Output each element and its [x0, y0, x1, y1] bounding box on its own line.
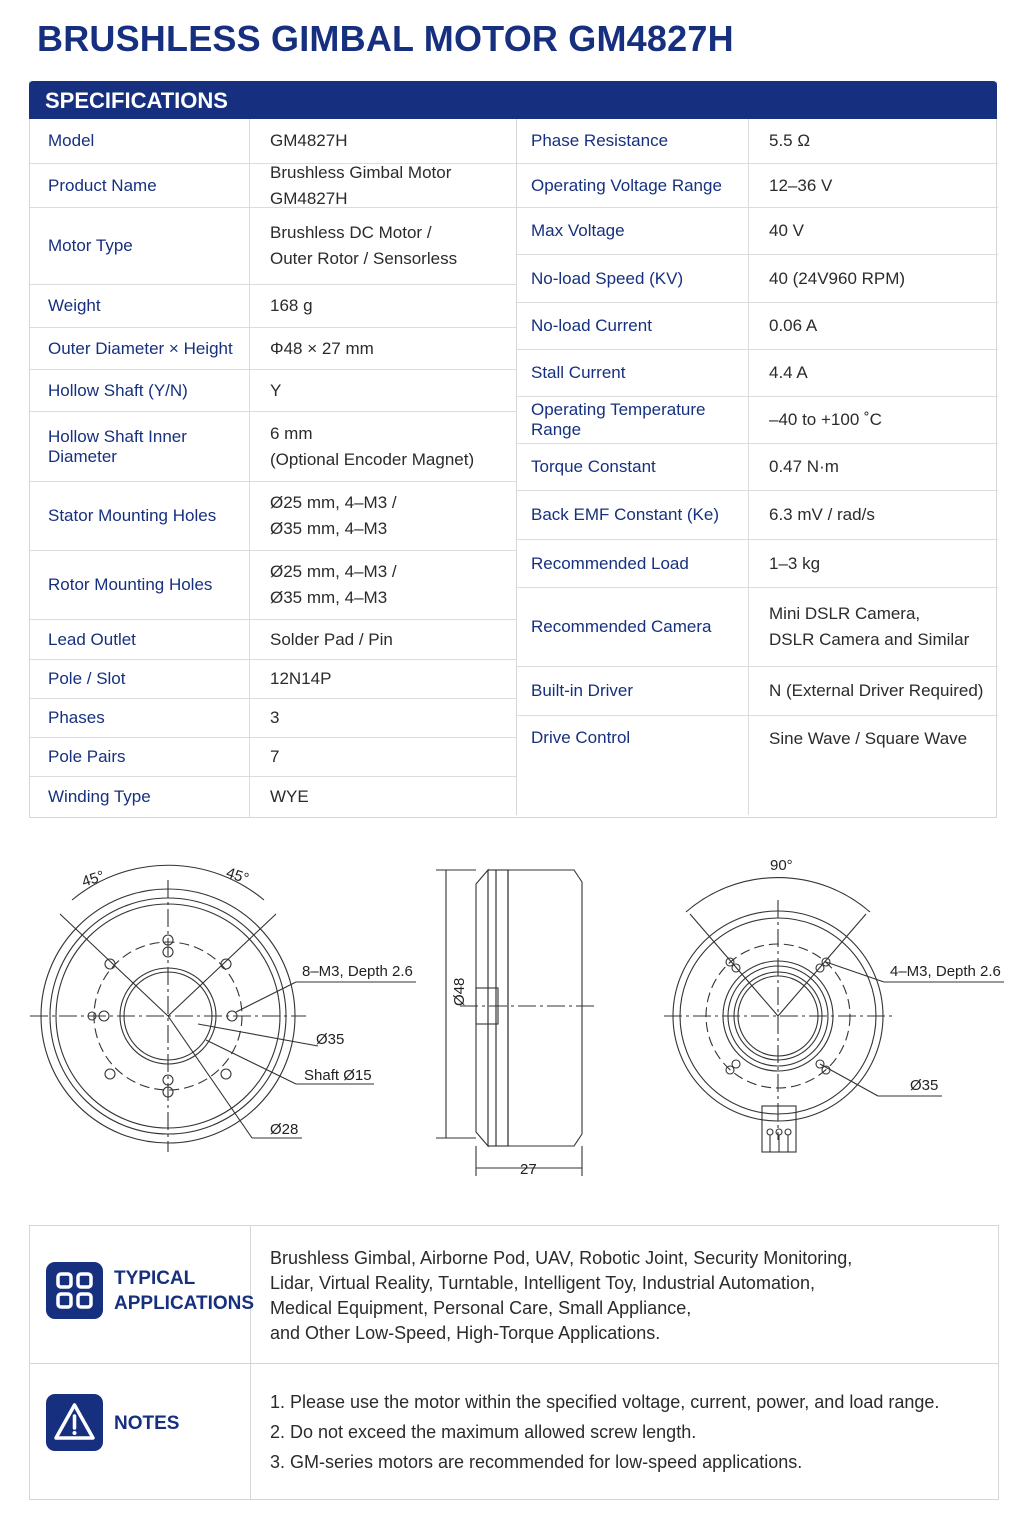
stator-view — [664, 878, 1004, 1152]
spec-value-line: Φ48 × 27 mm — [270, 338, 374, 358]
specifications-table — [29, 81, 997, 818]
spec-value-line: Y — [270, 380, 282, 400]
spec-label: Operating Temperature Range — [517, 397, 749, 443]
spec-value-line: Outer Rotor / Sensorless — [270, 249, 458, 268]
spec-row — [517, 350, 998, 397]
spec-row — [517, 491, 998, 540]
spec-row — [517, 397, 998, 444]
side-diameter-label: Ø48 — [451, 977, 468, 1006]
spec-value — [250, 699, 516, 737]
spec-label: Outer Diameter × Height — [30, 328, 250, 369]
spec-row — [30, 285, 516, 328]
spec-value-line: 7 — [270, 747, 280, 766]
spec-value-line: 0.47 N·m — [769, 457, 839, 476]
spec-value-line: Solder Pad / Pin — [270, 629, 393, 649]
spec-value — [250, 285, 516, 327]
spec-row — [30, 119, 516, 164]
spec-value-line: N (External Driver Required) — [769, 681, 984, 700]
side-view — [436, 870, 596, 1176]
spec-value — [250, 620, 516, 659]
spec-value — [250, 119, 516, 163]
spec-row — [30, 699, 516, 738]
spec-value-line: (Optional Encoder Magnet) — [270, 449, 475, 469]
notes-title: NOTES — [114, 1413, 180, 1434]
notes-section — [30, 1363, 998, 1499]
spec-label: Pole Pairs — [30, 738, 250, 776]
spec-value — [749, 540, 998, 587]
spec-value — [749, 667, 998, 715]
spec-label: Weight — [30, 285, 250, 327]
spec-row — [517, 444, 998, 491]
spec-value-line: Brushless Gimbal Motor GM4827H — [270, 162, 452, 208]
spec-value-line: 12N14P — [270, 669, 332, 688]
typical-applications-section — [30, 1226, 998, 1364]
spec-value-line: 6.3 mV / rad/s — [769, 505, 875, 524]
rotor-holes-label: 8–M3, Depth 2.6 — [302, 963, 413, 980]
rotor-front-view — [30, 865, 416, 1152]
spec-row — [30, 164, 516, 208]
spec-value — [250, 777, 516, 817]
spec-value-line: Ø25 mm, 4–M3 / — [270, 562, 397, 581]
spec-value-line: 1–3 kg — [769, 553, 821, 573]
specs-right-column — [516, 119, 998, 815]
spec-value-line: 0.06 A — [769, 316, 818, 335]
spec-label: Drive Control — [517, 716, 749, 815]
spec-row — [30, 208, 516, 285]
stator-angle-label: 90° — [770, 857, 793, 874]
spec-row — [30, 660, 516, 699]
rotor-dia-inner-label: Ø28 — [270, 1121, 299, 1138]
spec-value — [749, 350, 998, 396]
dimension-drawing — [0, 840, 1023, 1190]
rotor-dia-outer-label: Ø35 — [316, 1031, 345, 1048]
applications-text: Brushless Gimbal, Airborne Pod, UAV, Robotic Joint, Security Monitoring, Lidar, Virtual Reality, Turntable, Intelligent Toy, Industrial Automation, Medical Equipment, Personal Care, Small Appliance, and Other Low-Speed, High-Torque Applications. — [270, 1248, 853, 1343]
spec-label: Stall Current — [517, 350, 749, 396]
spec-value-line: 6 mm — [270, 423, 313, 443]
spec-label: Model — [30, 119, 250, 163]
spec-row — [517, 588, 998, 667]
spec-value-line: DSLR Camera and Similar — [769, 630, 970, 649]
spec-label: Hollow Shaft Inner Diameter — [30, 412, 250, 481]
spec-label: Torque Constant — [517, 444, 749, 490]
spec-value — [250, 660, 516, 698]
spec-value-line: 12–36 V — [769, 175, 833, 195]
spec-label: Recommended Load — [517, 540, 749, 587]
page-title: BRUSHLESS GIMBAL MOTOR GM4827H — [37, 18, 734, 59]
spec-value — [250, 328, 516, 369]
spec-label: Rotor Mounting Holes — [30, 551, 250, 619]
spec-row — [517, 255, 998, 303]
spec-value — [250, 164, 516, 207]
spec-label: Phases — [30, 699, 250, 737]
rotor-angle-right: 45° — [224, 864, 251, 888]
stator-dia-label: Ø35 — [910, 1077, 939, 1094]
stator-holes-label: 4–M3, Depth 2.6 — [890, 963, 1001, 980]
spec-row — [30, 482, 516, 551]
spec-row — [30, 620, 516, 660]
notes-text: 1. Please use the motor within the specified voltage, current, power, and load range. 2. Do not exceed the maximum allowed screw length. 3. GM-series motors are recommended for low-speed applications. — [270, 1392, 940, 1472]
spec-label: Motor Type — [30, 208, 250, 284]
spec-value-line: 5.5 Ω — [769, 131, 811, 150]
spec-value-line: Ø25 mm, 4–M3 / — [270, 493, 397, 512]
spec-value — [749, 255, 998, 302]
spec-label: Lead Outlet — [30, 620, 250, 659]
spec-value-line: Sine Wave / Square Wave — [769, 729, 968, 748]
spec-value — [749, 491, 998, 539]
spec-row — [30, 412, 516, 482]
spec-value — [250, 482, 516, 550]
specs-left-column — [30, 119, 516, 817]
spec-value — [250, 370, 516, 411]
spec-value — [749, 397, 998, 443]
spec-value-line: GM4827H — [270, 131, 348, 150]
warning-icon — [46, 1394, 103, 1451]
spec-row — [517, 303, 998, 350]
spec-label: Product Name — [30, 164, 250, 207]
spec-value-line: WYE — [270, 787, 309, 806]
spec-value — [250, 208, 516, 284]
spec-row — [30, 551, 516, 620]
spec-value-line: 168 g — [270, 296, 313, 315]
spec-value-line: 40 V — [769, 221, 804, 240]
spec-label: Recommended Camera — [517, 588, 749, 666]
spec-value-line: 3 — [270, 708, 280, 727]
spec-label: Built-in Driver — [517, 667, 749, 715]
spec-value — [749, 208, 998, 254]
spec-row — [30, 738, 516, 777]
spec-value-line: Brushless DC Motor / — [270, 223, 432, 242]
spec-label: Winding Type — [30, 777, 250, 817]
specifications-header-label: SPECIFICATIONS — [45, 88, 228, 113]
specifications-header — [29, 81, 997, 119]
spec-row — [517, 540, 998, 588]
spec-value — [250, 738, 516, 776]
spec-value — [749, 303, 998, 349]
spec-value-line: 40 (24V960 RPM) — [769, 268, 906, 288]
rotor-shaft-label: Shaft Ø15 — [304, 1067, 372, 1084]
spec-label: Phase Resistance — [517, 119, 749, 163]
rotor-angle-left: 45° — [79, 867, 107, 891]
grid-icon — [46, 1262, 103, 1319]
spec-value-line: 4.4 A — [769, 363, 808, 382]
spec-value — [250, 551, 516, 619]
spec-value — [749, 716, 998, 815]
spec-label: Back EMF Constant (Ke) — [517, 491, 749, 539]
spec-value — [250, 412, 516, 481]
spec-label: Hollow Shaft (Y/N) — [30, 370, 250, 411]
spec-row — [30, 370, 516, 412]
spec-label: Pole / Slot — [30, 660, 250, 698]
spec-label: No-load Current — [517, 303, 749, 349]
spec-row — [517, 208, 998, 255]
spec-row — [517, 164, 998, 208]
side-height-label: 27 — [520, 1161, 537, 1178]
spec-row — [30, 328, 516, 370]
applications-title: TYPICAL APPLICATIONS — [114, 1268, 255, 1314]
spec-row — [517, 716, 998, 815]
spec-value — [749, 164, 998, 207]
spec-value-line: Ø35 mm, 4–M3 — [270, 519, 388, 538]
spec-row — [517, 667, 998, 716]
spec-row — [30, 777, 516, 817]
spec-label: No-load Speed (KV) — [517, 255, 749, 302]
spec-row — [517, 119, 998, 164]
spec-value-line: Mini DSLR Camera, — [769, 604, 921, 623]
spec-value — [749, 444, 998, 490]
technical-drawings — [0, 840, 1023, 1190]
info-panel — [29, 1225, 999, 1500]
spec-value — [749, 588, 998, 666]
spec-value-line: –40 to +100 ˚C — [769, 410, 882, 429]
spec-label: Stator Mounting Holes — [30, 482, 250, 550]
spec-label: Max Voltage — [517, 208, 749, 254]
spec-value-line: Ø35 mm, 4–M3 — [270, 588, 388, 607]
spec-label: Operating Voltage Range — [517, 164, 749, 207]
spec-value — [749, 119, 998, 163]
